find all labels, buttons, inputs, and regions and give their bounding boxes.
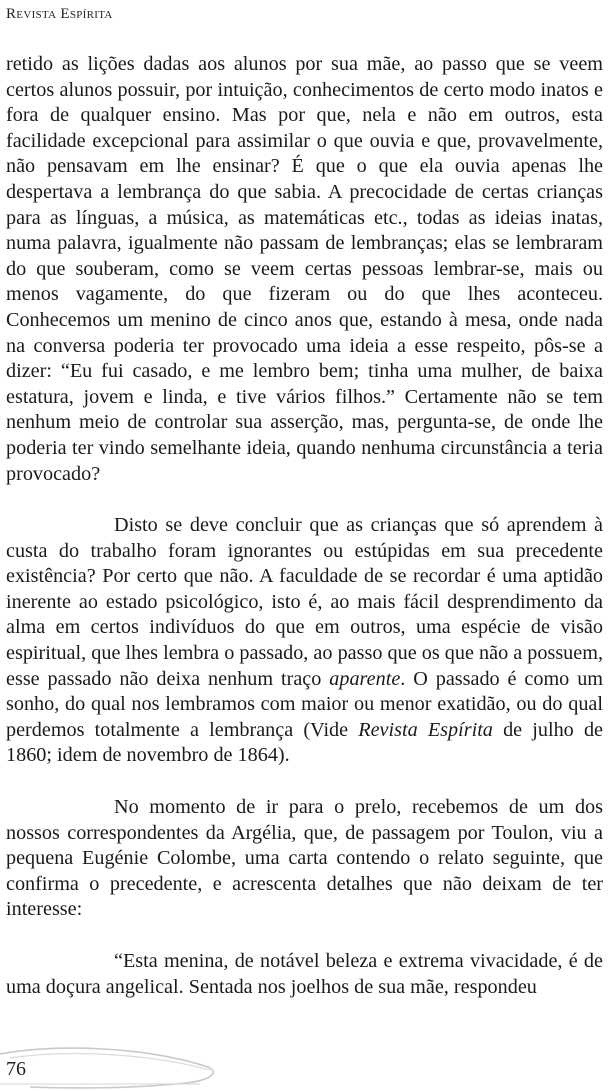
paragraph-1: retido as lições dadas aos alunos por sua mãe, ao passo que se veem certos alunos possuir, por intuição, conhecimentos de certo modo inatos e fora de qualquer ensino. Mas por que, nela e não em outros, esta facilidade excepcional para assimilar o que ouvia e que, provavelmente, não pensavam em lhe ensinar? É que o que ela ouvia apenas lhe despertava a lembrança do que sabia. A precocidade de certas crianças para as línguas, a música, as matemáticas etc., todas as ideias inatas, numa palavra, igualmente não passam de lembranças; elas se lembraram do que souberam, como se veem certas pessoas lembrar-se, mais ou menos vagamente, do que fizeram ou do que lhes aconteceu. Conhecemos um menino de cinco anos que, estando à mesa, onde nada na conversa poderia ter provocado uma ideia a esse respeito, pôs-se a dizer: “Eu fui casado, e me lembro bem; tinha uma mulher, de baixa estatura, jovem e linda, e tive vários filhos.” Certamente não se tem nenhum meio de controlar sua asserção, mas, pergunta-se, de onde lhe poderia ter vindo semelhante ideia, quando nenhuma circunstância a teria provocado? <box>6 53 603 485</box>
paragraph-2-part-1: Disto se deve concluir que as crianças que só aprendem à custa do trabalho foram ignorantes ou estúpidas em sua precedente existência? Por certo que não. A faculdade de se recordar é uma aptidão inerente ao estado psicológico, isto é, ao mais fácil desprendimento da alma em certos indivíduos do que em outros, uma espécie de visão espiritual, que lhes lembra o passado, ao passo que os que não a possuem, esse passado não deixa nenhum traço <box>6 514 603 690</box>
emphasis-aparente: aparente <box>329 667 401 690</box>
emphasis-revista-espirita: Revista Espírita <box>358 718 493 741</box>
decorative-swoosh-icon <box>0 1040 240 1091</box>
paragraph-2 <box>6 513 603 769</box>
paragraph-4: “Esta menina, de notável beleza e extrema vivacidade, é de uma doçura angelical. Sentada nos joelhos de sua mãe, respondeu <box>6 950 603 998</box>
running-head: Revista Espírita <box>6 6 113 22</box>
paragraph-2-part-2: . O passado é como um sonho, do qual nos lembramos com maior ou menor exatidão, ou do qual perdemos totalmente a lembrança (Vide <box>6 667 603 741</box>
paragraph-3: No momento de ir para o prelo, recebemos de um dos nossos correspondentes da Argélia, que, de passagem por Toulon, viu a pequena Eugénie Colombe, uma carta contendo o relato seguinte, que confirma o precedente, e acrescenta detalhes que não deixam de ter interesse: <box>6 796 603 921</box>
page-number: 76 <box>6 1058 26 1080</box>
body-text <box>6 52 603 1000</box>
paragraph-2-part-3: de julho de 1860; idem de novembro de 1864). <box>6 718 603 767</box>
